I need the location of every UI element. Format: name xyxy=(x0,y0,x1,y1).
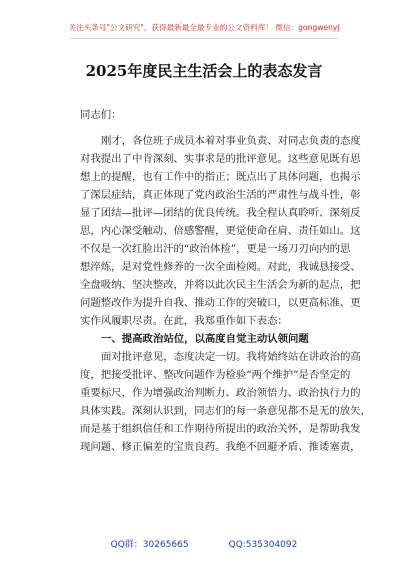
footer-qq: QQ:535304092 xyxy=(228,540,298,550)
body-line: 具体实践。深刻认识到，同志们的每一条意见都不是无的放矢， xyxy=(80,405,371,417)
header-promo-text: 关注头条号"公文研究"，获得最新最全最专业的公文资料库！ 微信：gongwenyj xyxy=(68,23,340,32)
body-line: 刚才，各位班子成员本着对事业负责、对同志负责的态度 xyxy=(101,135,361,147)
body-line: 面对批评意见，态度决定一切。我将始终站在讲政治的高 xyxy=(101,351,361,363)
body-line: 显了团结—批评—团结的优良传统。我全程认真聆听、深刻反 xyxy=(80,207,361,219)
body-line: 重要标尺，作为增强政治判断力、政治领悟力、政治执行力的 xyxy=(80,387,361,399)
body-line: 全盘吸纳、坚决整改，并将以此次民主生活会为新的起点，把 xyxy=(80,279,361,291)
body-line: 思，内心深受触动、倍感警醒，更觉使命在肩、责任如山。这 xyxy=(80,225,361,237)
header-divider xyxy=(70,38,338,39)
footer-contact xyxy=(0,537,408,550)
section-heading: 一、提高政治站位，以高度自觉主动认领问题 xyxy=(101,333,309,345)
footer-qq-group: QQ群：30265665 xyxy=(110,540,189,550)
body-line: 想淬炼，是对党性修养的一次全面检阅。对此，我诚恳接受、 xyxy=(80,261,361,273)
salutation: 同志们： xyxy=(80,109,122,121)
body-line: 实作风履职尽责。在此，我郑重作如下表态： xyxy=(80,315,288,327)
body-line: 想上的提醒，也有工作中的指正；既点出了具体问题，也揭示 xyxy=(80,171,361,183)
body-line: 问题整改作为提升自我、推动工作的突破口，以更高标准、更 xyxy=(80,297,361,309)
body-line: 而是基于组织信任和工作期待所提出的政治关怀，是帮助我发 xyxy=(80,423,361,435)
body-line: 了深层症结，真正体现了党内政治生活的严肃性与战斗性，彰 xyxy=(80,189,361,201)
body-line: 不仅是一次红脸出汗的“政治体检”，更是一场刀刃向内的思 xyxy=(80,243,351,255)
body-line: 对我提出了中肯深刻、实事求是的批评意见。这些意见既有思 xyxy=(80,153,361,165)
body-line: 度，把接受批评、整改问题作为检验“两个维护”是否坚定的 xyxy=(80,369,351,381)
document-body xyxy=(80,106,371,456)
document-title: 2025年度民主生活会上的表态发言 xyxy=(85,62,323,80)
body-line: 现问题、修正偏差的宝贵良药。我绝不回避矛盾、推诿塞责， xyxy=(80,441,361,453)
